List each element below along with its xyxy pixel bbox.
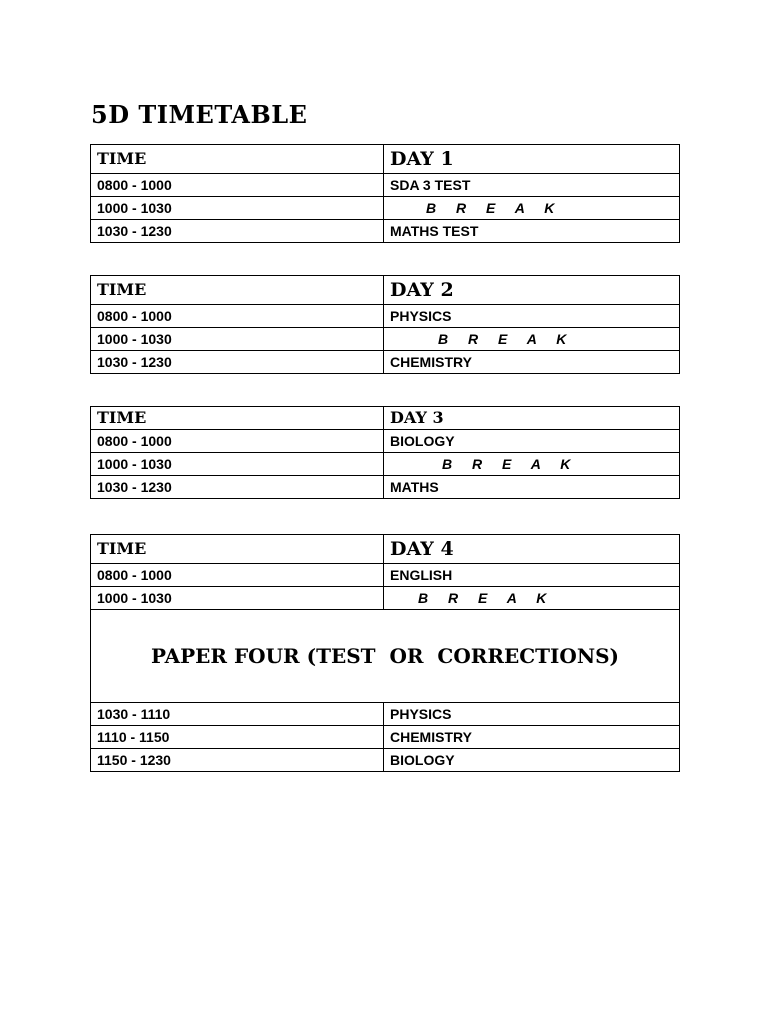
timetable-day-3 xyxy=(90,406,680,499)
table-row xyxy=(91,703,680,726)
table-row xyxy=(91,174,680,197)
subject-cell: BIOLOGY xyxy=(384,430,680,453)
time-cell: 0800 - 1000 xyxy=(91,174,384,197)
table-row xyxy=(91,726,680,749)
time-column-header: TIME xyxy=(91,407,384,430)
time-column-header: TIME xyxy=(91,276,384,305)
table-header-row xyxy=(91,276,680,305)
break-cell xyxy=(384,587,680,610)
table-row xyxy=(91,430,680,453)
table-row xyxy=(91,564,680,587)
table-header-row xyxy=(91,145,680,174)
time-cell: 1030 - 1110 xyxy=(91,703,384,726)
table-row xyxy=(91,305,680,328)
table-row xyxy=(91,220,680,243)
day-column-header: DAY 4 xyxy=(384,535,680,564)
timetable-day-1 xyxy=(90,144,680,243)
time-cell: 1000 - 1030 xyxy=(91,197,384,220)
subject-cell: ENGLISH xyxy=(384,564,680,587)
table-header-row xyxy=(91,535,680,564)
table-row xyxy=(91,351,680,374)
time-cell: 1000 - 1030 xyxy=(91,453,384,476)
break-cell xyxy=(384,453,680,476)
day-column-header: DAY 3 xyxy=(384,407,680,430)
time-column-header: TIME xyxy=(91,535,384,564)
day-column-header: DAY 2 xyxy=(384,276,680,305)
subject-cell: SDA 3 TEST xyxy=(384,174,680,197)
paper-four-note: PAPER FOUR (TEST OR CORRECTIONS) xyxy=(91,610,680,703)
break-label: B R E A K xyxy=(442,456,579,472)
break-cell xyxy=(384,328,680,351)
table-row xyxy=(91,453,680,476)
time-cell: 0800 - 1000 xyxy=(91,305,384,328)
table-row xyxy=(91,197,680,220)
time-cell: 0800 - 1000 xyxy=(91,430,384,453)
break-label: B R E A K xyxy=(418,590,555,606)
timetable-day-2 xyxy=(90,275,680,374)
table-row xyxy=(91,749,680,772)
subject-cell: CHEMISTRY xyxy=(384,726,680,749)
break-label: B R E A K xyxy=(426,200,563,216)
break-cell xyxy=(384,197,680,220)
time-cell: 1150 - 1230 xyxy=(91,749,384,772)
table-row xyxy=(91,587,680,610)
subject-cell: PHYSICS xyxy=(384,305,680,328)
time-cell: 1030 - 1230 xyxy=(91,220,384,243)
break-label: B R E A K xyxy=(438,331,575,347)
time-cell: 1000 - 1030 xyxy=(91,328,384,351)
time-cell: 1030 - 1230 xyxy=(91,476,384,499)
table-row xyxy=(91,476,680,499)
subject-cell: MATHS xyxy=(384,476,680,499)
time-cell: 1030 - 1230 xyxy=(91,351,384,374)
timetable-day-4 xyxy=(90,534,680,772)
page-title: 5D TIMETABLE xyxy=(91,100,308,129)
table-row xyxy=(91,328,680,351)
day-column-header: DAY 1 xyxy=(384,145,680,174)
subject-cell: PHYSICS xyxy=(384,703,680,726)
paper-four-row xyxy=(91,610,680,703)
time-cell: 1110 - 1150 xyxy=(91,726,384,749)
time-cell: 0800 - 1000 xyxy=(91,564,384,587)
subject-cell: BIOLOGY xyxy=(384,749,680,772)
subject-cell: CHEMISTRY xyxy=(384,351,680,374)
time-cell: 1000 - 1030 xyxy=(91,587,384,610)
table-header-row xyxy=(91,407,680,430)
time-column-header: TIME xyxy=(91,145,384,174)
subject-cell: MATHS TEST xyxy=(384,220,680,243)
